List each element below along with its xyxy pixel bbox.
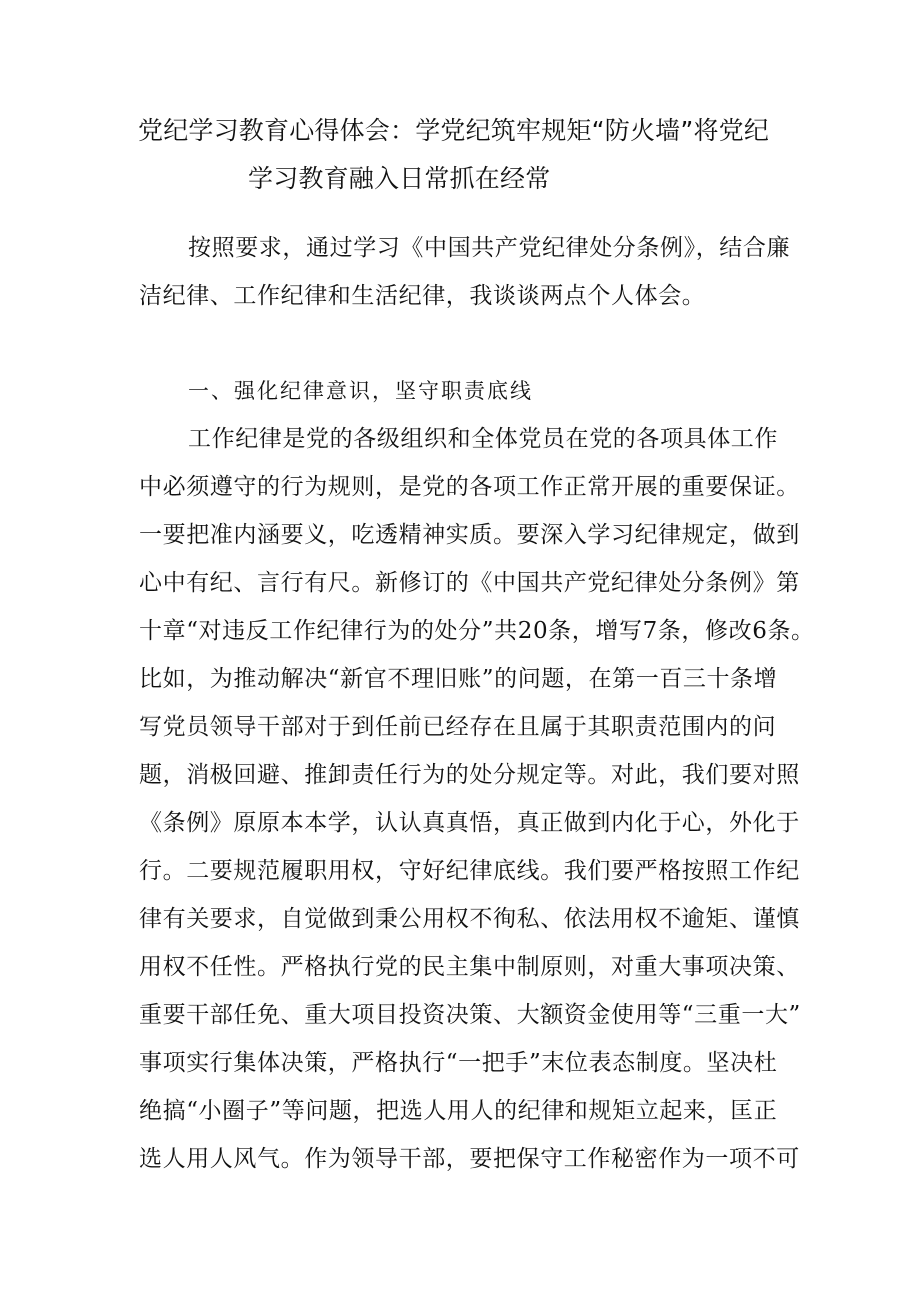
document-title-line-1: 党纪学习教育心得体会：学党纪筑牢规矩“防火墙”将党纪 [138, 116, 770, 145]
body-line-2: 中必须遵守的行为规则，是党的各项工作正常开展的重要保证。 [139, 474, 800, 500]
intro-line-2: 洁纪律、工作纪律和生活纪律，我谈谈两点个人体会。 [139, 283, 706, 309]
body-line-8: 题，消极回避、推卸责任行为的处分规定等。对此，我们要对照 [139, 762, 800, 788]
body-line-7: 写党员领导干部对于到任前已经存在且属于其职责范围内的问 [139, 714, 777, 740]
body-line-5: 十章“对违反工作纪律行为的处分”共20条，增写7条，修改6条。 [139, 618, 815, 644]
section-heading: 一、强化纪律意识，坚守职责底线 [188, 379, 533, 403]
body-line-15: 绝搞“小圈子”等问题，把选人用人的纪律和规矩立起来，匡正 [139, 1098, 778, 1124]
body-line-6: 比如，为推动解决“新官不理旧账”的问题，在第一百三十条增 [139, 666, 778, 692]
intro-line-1: 按照要求，通过学习《中国共产党纪律处分条例》，结合廉 [188, 235, 791, 261]
body-line-1: 工作纪律是党的各级组织和全体党员在党的各项具体工作 [188, 426, 778, 452]
body-line-12: 用权不任性。严格执行党的民主集中制原则，对重大事项决策、 [139, 954, 800, 980]
body-line-13: 重要干部任免、重大项目投资决策、大额资金使用等“三重一大” [139, 1002, 801, 1028]
body-line-11: 律有关要求，自觉做到秉公用权不徇私、依法用权不逾矩、谨慎 [139, 906, 800, 932]
body-line-4: 心中有纪、言行有尺。新修订的《中国共产党纪律处分条例》第 [139, 570, 800, 596]
document-title-line-2: 学习教育融入日常抓在经常 [248, 164, 551, 193]
body-line-16: 选人用人风气。作为领导干部，要把保守工作秘密作为一项不可 [139, 1146, 800, 1172]
body-line-9: 《条例》原原本本学，认认真真悟，真正做到内化于心，外化于 [139, 810, 800, 836]
body-line-10: 行。二要规范履职用权，守好纪律底线。我们要严格按照工作纪 [139, 858, 800, 884]
body-line-3: 一要把准内涵要义，吃透精神实质。要深入学习纪律规定，做到 [139, 522, 800, 548]
body-line-14: 事项实行集体决策，严格执行“一把手”末位表态制度。坚决杜 [139, 1050, 778, 1076]
